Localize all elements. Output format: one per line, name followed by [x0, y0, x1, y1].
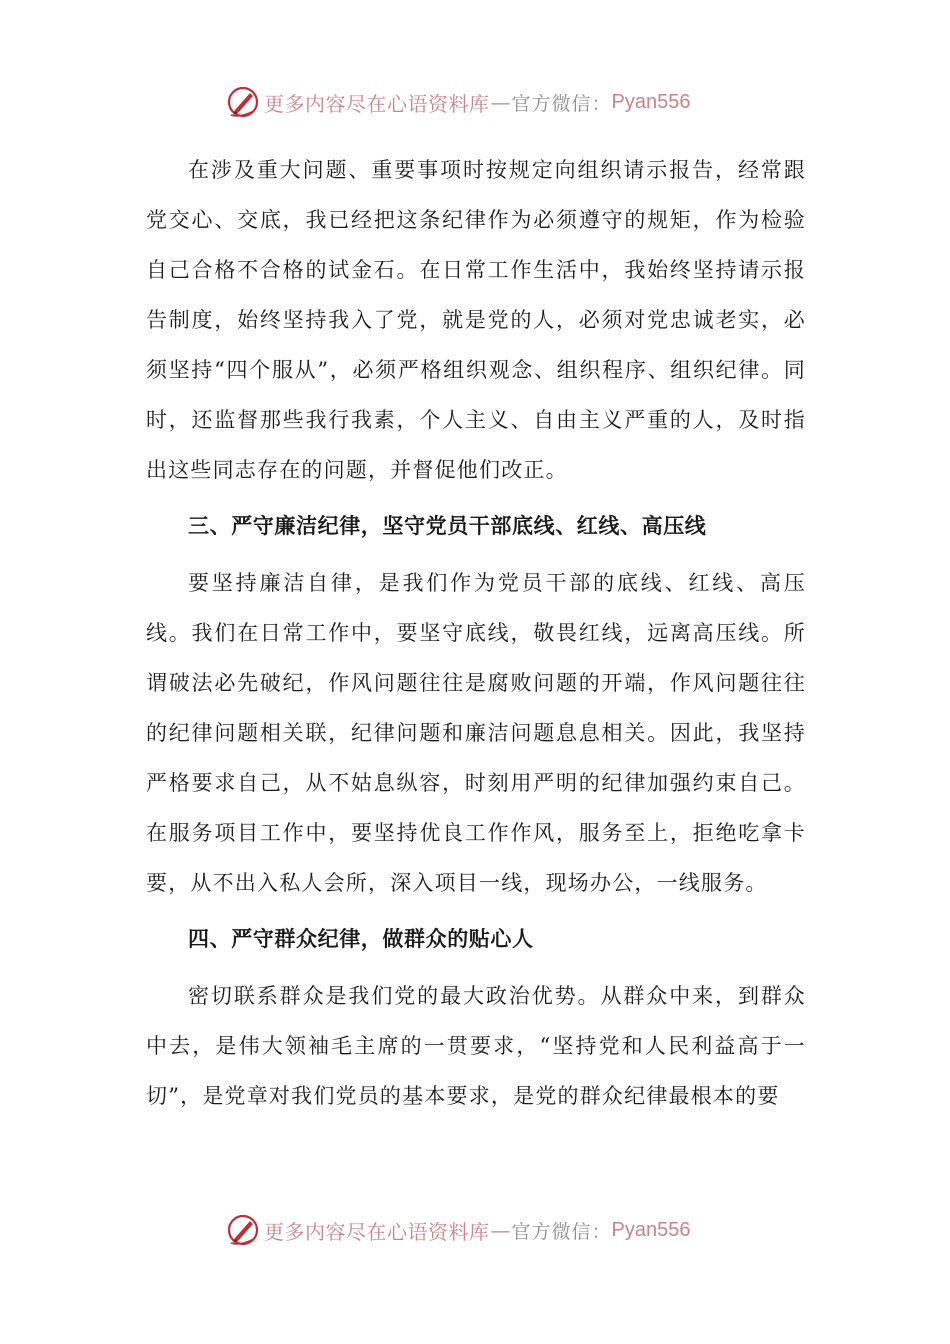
watermark-dash: —: [490, 90, 511, 114]
paragraph-1: 在涉及重大问题、重要事项时按规定向组织请示报告，经常跟党交心、交底，我已经把这条纪律作为必须遵守的规矩，作为检验自己合格不合格的试金石。在日常工作生活中，我始终坚持请示报告制度，始终坚持我入了党，就是党的人，必须对党忠诚老实，必须坚持“四个服从”，必须严格组织观念、组织程序、组织纪律。同时，还监督那些我行我素，个人主义、自由主义严重的人，及时指出这些同志存在的问题，并督促他们改正。: [146, 158, 806, 482]
watermark-official-label: 官方微信：: [511, 1220, 612, 1243]
section-heading-3: 三、严守廉洁纪律，坚守党员干部底线、红线、高压线: [188, 513, 707, 538]
watermark-wechat-id: Pyan556: [611, 1218, 691, 1241]
header-watermark: [226, 82, 746, 122]
watermark-brand-text: 更多内容尽在心语资料库: [264, 91, 490, 116]
watermark-official-label: 官方微信：: [511, 92, 612, 115]
watermark-brand-text: 更多内容尽在心语资料库: [264, 1219, 490, 1244]
watermark-wechat-id: Pyan556: [611, 90, 691, 113]
section-heading-4: 四、严守群众纪律，做群众的贴心人: [188, 926, 534, 951]
pen-logo-icon: [226, 1213, 260, 1247]
document-body: [146, 145, 806, 1121]
paragraph-2: 要坚持廉洁自律，是我们作为党员干部的底线、红线、高压线。我们在日常工作中，要坚守底线，敬畏红线，远离高压线。所谓破法必先破纪，作风问题往往是腐败问题的开端，作风问题往往的纪律问题相关联，纪律问题和廉洁问题息息相关。因此，我坚持严格要求自己，从不姑息纵容，时刻用严明的纪律加强约束自己。在服务项目工作中，要坚持优良工作作风，服务至上，拒绝吃拿卡要，从不出入私人会所，深入项目一线，现场办公，一线服务。: [146, 571, 806, 895]
pen-logo-icon: [226, 85, 260, 119]
watermark-dash: —: [490, 1218, 511, 1242]
footer-watermark: [226, 1210, 746, 1250]
paragraph-3: 密切联系群众是我们党的最大政治优势。从群众中来，到群众中去，是伟大领袖毛主席的一贯要求，“坚持党和人民利益高于一切”，是党章对我们党员的基本要求，是党的群众纪律最根本的要: [146, 984, 806, 1108]
